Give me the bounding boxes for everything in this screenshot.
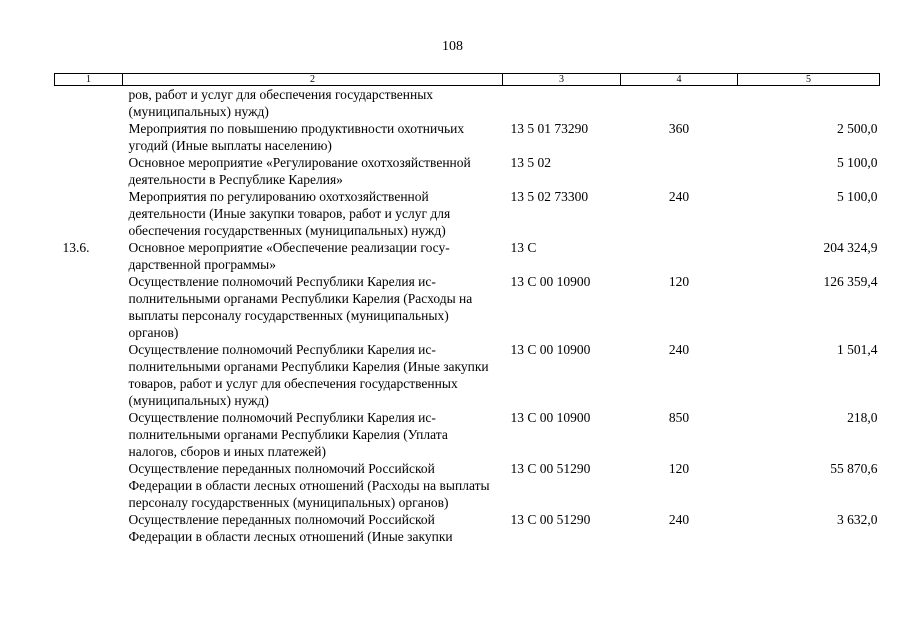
row-number (55, 273, 123, 341)
row-subcode: 240 (668, 512, 690, 527)
header-col-4: 4 (621, 74, 738, 86)
row-code: 13 5 01 73290 (510, 121, 589, 136)
row-code: 13 С 00 51290 (510, 461, 591, 476)
row-amount: 218,0 (847, 410, 878, 425)
table-row (55, 511, 880, 545)
row-code: 13 С 00 10900 (510, 410, 591, 425)
row-code: 13 5 02 (510, 155, 551, 170)
row-amount: 1 501,4 (837, 342, 878, 357)
row-amount: 204 324,9 (823, 240, 878, 255)
row-code: 13 С 00 10900 (510, 342, 591, 357)
table-row (55, 341, 880, 409)
table-row (55, 273, 880, 341)
header-col-2: 2 (123, 74, 503, 86)
row-amount (738, 86, 880, 121)
table-row (55, 188, 880, 239)
row-number (55, 86, 123, 121)
header-row (55, 74, 880, 86)
row-amount: 2 500,0 (837, 121, 878, 136)
row-subcode: 240 (668, 342, 690, 357)
row-description: Осуществление полномочий Республики Карелия исполнительными органами Республики Карелия (Иные закупки товаров, работ и услуг для обеспечения государственных (муниципальных) нужд) (128, 342, 489, 408)
row-subcode (621, 86, 738, 121)
row-description: Основное мероприятие «Обеспечение реализации государственной программы» (128, 240, 450, 272)
row-number (55, 154, 123, 188)
budget-table (54, 73, 880, 545)
header-col-3: 3 (503, 74, 621, 86)
row-subcode (621, 154, 738, 188)
table-header (55, 74, 880, 86)
row-code: 13 С 00 51290 (510, 512, 591, 527)
row-code: 13 5 02 73300 (510, 189, 589, 204)
row-description: Осуществление переданных полномочий Российской Федерации в области лесных отношений (Иные закупки (128, 512, 453, 544)
row-amount: 5 100,0 (837, 155, 878, 170)
row-number (55, 188, 123, 239)
row-amount: 55 870,6 (830, 461, 878, 476)
row-number: 13.6. (62, 240, 90, 255)
table-row (55, 154, 880, 188)
table-row (55, 239, 880, 273)
row-description: Мероприятия по повышению продуктивности охотничьих угодий (Иные выплаты населению) (128, 121, 465, 153)
row-description: Осуществление полномочий Республики Карелия исполнительными органами Республики Карелия (Расходы на выплаты персоналу государственных (муниципальных) органов) (128, 274, 473, 340)
row-description: Осуществление переданных полномочий Российской Федерации в области лесных отношений (Расходы на выплаты персоналу государственных (муниципальных) органов) (128, 461, 490, 510)
row-subcode: 120 (668, 461, 690, 476)
table-row (55, 409, 880, 460)
table-row (55, 120, 880, 154)
row-code: 13 С (510, 240, 537, 255)
row-number (55, 120, 123, 154)
row-description: Основное мероприятие «Регулирование охотхозяйственной деятельности в Республике Карелия» (128, 155, 471, 187)
row-amount: 3 632,0 (837, 512, 878, 527)
table-row (55, 86, 880, 121)
row-subcode: 240 (668, 189, 690, 204)
row-number (55, 511, 123, 545)
row-number (55, 460, 123, 511)
row-amount: 5 100,0 (837, 189, 878, 204)
page-number: 108 (442, 39, 463, 54)
row-subcode (621, 239, 738, 273)
table-body (55, 86, 880, 546)
row-amount: 126 359,4 (823, 274, 878, 289)
row-number (55, 409, 123, 460)
table-row (55, 460, 880, 511)
row-description: Осуществление полномочий Республики Карелия исполнительными органами Республики Карелия (Уплата налогов, сборов и иных платежей) (128, 410, 448, 459)
row-description: Мероприятия по регулированию охотхозяйственной деятельности (Иные закупки товаров, работ и услуг для обеспечения государственных (муниципальных) нужд) (128, 189, 451, 238)
row-subcode: 360 (668, 121, 690, 136)
row-subcode: 850 (668, 410, 690, 425)
row-number (55, 341, 123, 409)
row-description: ров, работ и услуг для обеспечения государственных (муниципальных) нужд) (128, 87, 434, 119)
header-col-5: 5 (738, 74, 880, 86)
row-code: 13 С 00 10900 (510, 274, 591, 289)
row-code (503, 86, 621, 121)
row-subcode: 120 (668, 274, 690, 289)
header-col-1: 1 (55, 74, 123, 86)
